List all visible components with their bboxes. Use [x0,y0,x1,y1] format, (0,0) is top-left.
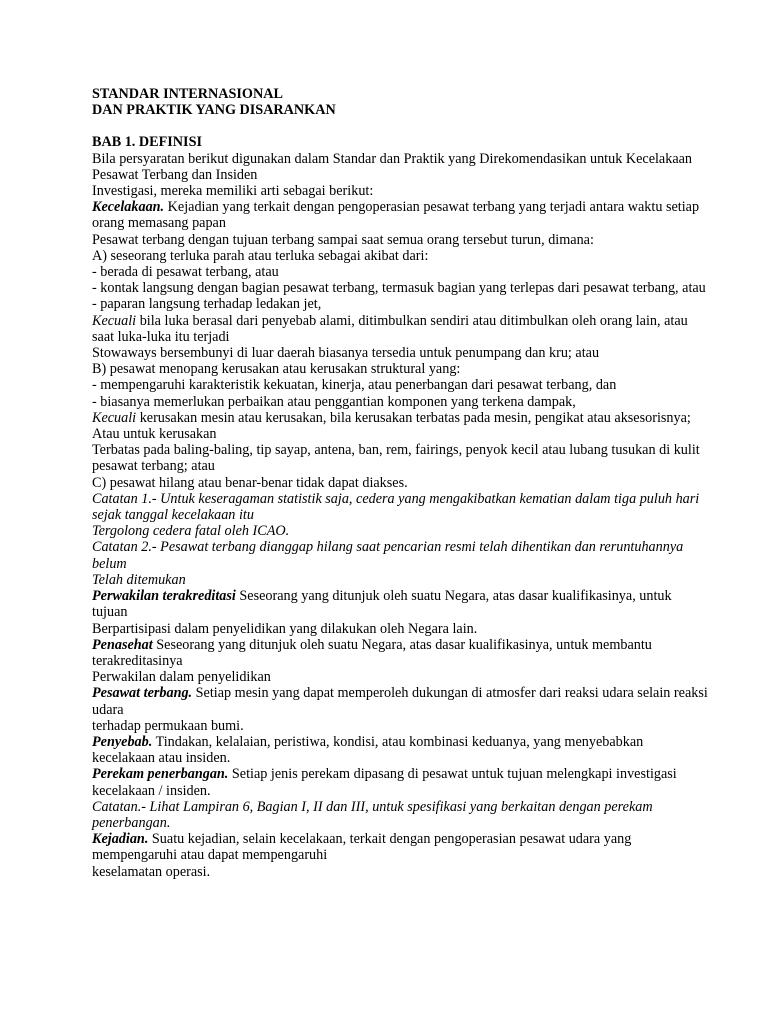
term-perekam: Perekam penerbangan. [92,766,229,783]
limited-line: Terbatas pada baling-baling, tip sayap, antena, ban, rem, fairings, penyok kecil atau lubang tusukan di kulit pesawat terbang; atau [92,442,700,475]
note-3: Catatan.- Lihat Lampiran 6, Bagian I, II dan III, untuk spesifikasi yang berkaitan dengan perekam penerbangan. [92,798,653,831]
note-2-cont: Telah ditemukan [92,571,186,588]
list-item-a: A) seseorang terluka parah atau terluka sebagai akibat dari: [92,247,429,264]
list-item-b: B) pesawat menopang kerusakan atau kerusakan struktural yang: [92,361,461,378]
intro-paragraph-cont: Investigasi, mereka memiliki arti sebagai berikut: [92,183,374,200]
note-2: Catatan 2.- Pesawat terbang dianggap hilang saat pencarian resmi telah dihentikan dan reruntuhannya belum [92,539,684,572]
definition-text: Tindakan, kelalaian, peristiwa, kondisi, atau kombinasi keduanya, yang menyebabkan kecelakaan atau insiden. [92,733,644,767]
term-perwakilan: Perwakilan terakreditasi [92,588,236,605]
term-kejadian: Kejadian. [92,831,149,848]
term-kecelakaan: Kecelakaan. [92,199,165,216]
exception-1 [92,313,708,345]
term-kecuali: Kecuali [92,409,137,426]
definition-penyebab [92,734,708,766]
doc-title-line1: STANDAR INTERNASIONAL [92,86,283,102]
exception-text: bila luka berasal dari penyebab alami, ditimbulkan sendiri atau ditimbulkan oleh orang lain, atau saat luka-luka itu terjadi [92,312,688,345]
term-pesawat: Pesawat terbang. [92,685,193,702]
note-1-cont: Tergolong cedera fatal oleh ICAO. [92,523,290,540]
definition-cont: keselamatan operasi. [92,863,211,880]
list-subitem: - berada di pesawat terbang, atau [92,264,279,281]
definition-perwakilan [92,588,708,620]
stowaways-line: Stowaways bersembunyi di luar daerah biasanya tersedia untuk penumpang dan kru; atau [92,345,600,362]
spacer [92,118,708,134]
definition-text: Suatu kejadian, selain kecelakaan, terkait dengan pengoperasian pesawat udara yang mempengaruhi atau dapat mempengaruhi [92,831,632,864]
exception-2 [92,410,708,442]
list-subitem: - paparan langsung terhadap ledakan jet, [92,296,322,313]
definition-cont: Perwakilan dalam penyelidikan [92,669,271,686]
term-penyebab: Penyebab. [92,733,153,750]
definition-text: Setiap jenis perekam dipasang di pesawat untuk tujuan melengkapi investigasi kecelakaan / insiden. [92,766,677,799]
list-subitem: - kontak langsung dengan bagian pesawat terbang, termasuk bagian yang terlepas dari pesawat terbang, atau [92,280,706,297]
definition-cont: Pesawat terbang dengan tujuan terbang sampai saat semua orang tersebut turun, dimana: [92,231,594,248]
definition-pesawat [92,685,708,717]
definition-kecelakaan [92,199,708,231]
exception-text: kerusakan mesin atau kerusakan, bila kerusakan terbatas pada mesin, pengikat atau aksesorisnya; Atau untuk kerusakan [92,409,691,443]
term-penasehat: Penasehat [92,636,153,653]
definition-perekam [92,766,708,798]
definition-text: Seseorang yang ditunjuk oleh suatu Negara, atas dasar kualifikasinya, untuk membantu terakreditasinya [92,636,652,669]
term-kecuali: Kecuali [92,312,137,329]
definition-text: Seseorang yang ditunjuk oleh suatu Negara, atas dasar kualifikasinya, untuk tujuan [92,588,672,621]
definition-text: Setiap mesin yang dapat memperoleh dukungan di atmosfer dari reaksi udara selain reaksi udara [92,685,708,718]
definition-penasehat [92,637,708,669]
definition-text: Kejadian yang terkait dengan pengoperasian pesawat terbang yang terjadi antara waktu setiap orang memasang papan [92,199,700,232]
list-item-c: C) pesawat hilang atau benar-benar tidak dapat diakses. [92,474,408,491]
list-subitem: - mempengaruhi karakteristik kekuatan, kinerja, atau penerbangan dari pesawat terbang, dan [92,377,617,394]
definition-kejadian [92,831,708,863]
doc-title-line2: DAN PRAKTIK YANG DISARANKAN [92,102,336,119]
chapter-heading: BAB 1. DEFINISI [92,134,202,151]
list-subitem: - biasanya memerlukan perbaikan atau penggantian komponen yang terkena dampak, [92,393,576,410]
definition-cont: Berpartisipasi dalam penyelidikan yang dilakukan oleh Negara lain. [92,620,478,637]
note-1: Catatan 1.- Untuk keseragaman statistik saja, cedera yang mengakibatkan kematian dalam tiga puluh hari sejak tanggal kecelakaan itu [92,490,700,524]
definition-cont: terhadap permukaan bumi. [92,717,244,734]
intro-paragraph: Bila persyaratan berikut digunakan dalam Standar dan Praktik yang Direkomendasikan untuk Kecelakaan Pesawat Terbang dan Insiden [92,150,693,183]
